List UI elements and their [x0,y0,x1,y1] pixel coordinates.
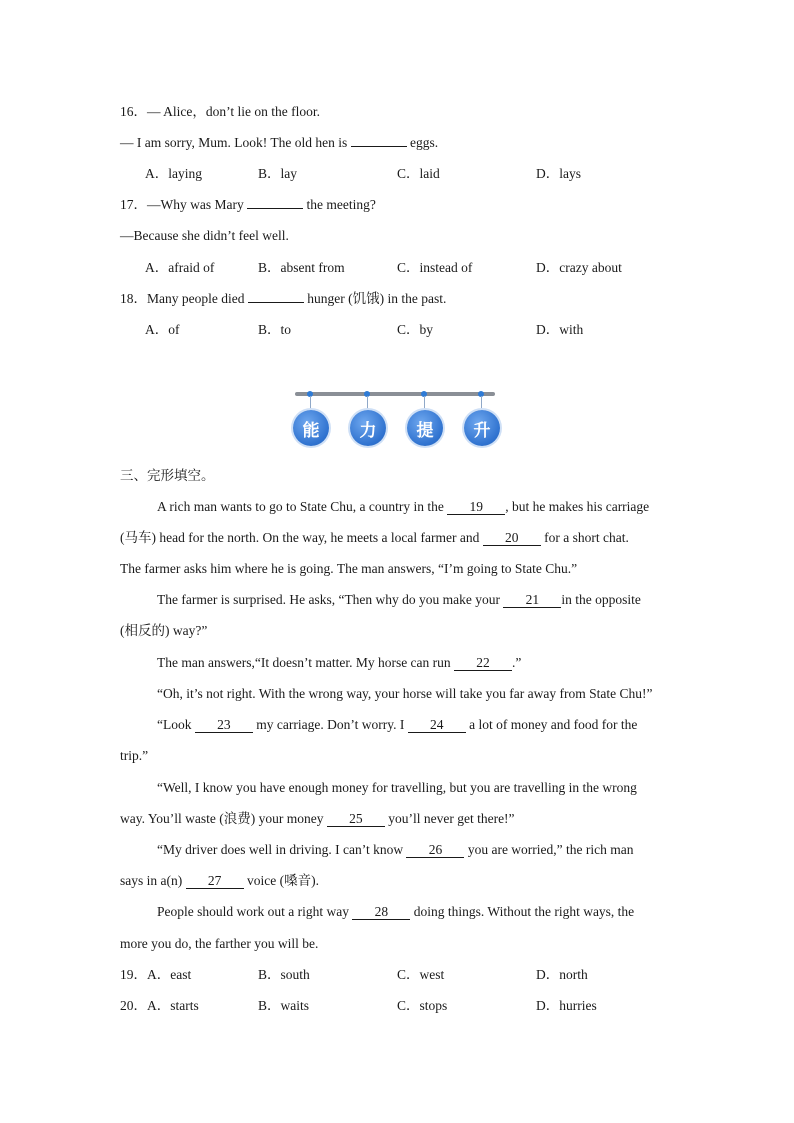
blank-22: 22 [454,655,512,671]
passage-text: The farmer is surprised. He asks, “Then why do you make your [157,592,504,607]
q20-option-b: B．waits [258,998,310,1013]
q17-option-b: B．absent from [258,260,345,275]
passage-text: “Look [157,717,195,732]
q18-stem [120,290,446,308]
q20-option-c: C．stops [397,998,448,1013]
passage-text: A rich man wants to go to State Chu, a country in the [157,499,448,514]
passage-text: “My driver does well in driving. I can’t know [157,842,407,857]
q16-blank [351,146,407,147]
passage-line [120,529,629,547]
blank-21: 21 [503,592,561,608]
banner-badge-4: 升 [464,410,500,446]
q19-option-a: 19．A．east [120,967,192,982]
passage-text: (马车) head for the north. On the way, he meets a local farmer and [120,530,483,545]
q17-dialogue: —Because she didn’t feel well. [120,228,289,243]
passage-text: voice (嗓音). [243,873,319,888]
q16-option-b: B．lay [258,166,297,181]
passage-line: The farmer asks him where he is going. The man answers, “I’m going to State Chu.” [120,561,578,576]
q19-option-d: D．north [536,967,588,982]
q16-option-c: C．laid [397,166,440,181]
passage-text: .” [512,655,522,670]
passage-text: you are worried,” the rich man [464,842,634,857]
q17-stem [120,196,376,214]
passage-text: my carriage. Don’t worry. I [252,717,408,732]
q19-option-c: C．west [397,967,445,982]
passage-line [120,872,319,890]
blank-20: 20 [483,530,541,546]
q20-option-a: 20．A．starts [120,998,199,1013]
passage-line [157,498,649,516]
banner-badge-1: 能 [293,410,329,446]
passage-line: trip.” [120,748,149,763]
blank-19: 19 [447,499,505,515]
q20-option-d: D．hurries [536,998,597,1013]
passage-text: People should work out a right way [157,904,353,919]
blank-25: 25 [327,811,385,827]
passage-line: (相反的) way?” [120,623,208,638]
q17-text-before-blank: 17．—Why was Mary [120,197,248,212]
passage-line [157,716,637,734]
blank-27: 27 [186,873,244,889]
q17-option-d: D．crazy about [536,260,622,275]
passage-line [157,903,634,921]
q18-text-after-blank: hunger (饥饿) in the past. [303,291,447,306]
q17-option-c: C．instead of [397,260,473,275]
q18-option-c: C．by [397,322,434,337]
q17-blank [247,208,303,209]
banner-stem [367,396,368,410]
passage-line [157,841,634,859]
passage-line: more you do, the farther you will be. [120,936,319,951]
passage-text: way. You’ll waste (浪费) your money [120,811,327,826]
q17-text-after-blank: the meeting? [303,197,376,212]
section-title: 三、完形填空。 [120,468,215,484]
q18-option-b: B．to [258,322,292,337]
passage-text: The man answers,“It doesn’t matter. My horse can run [157,655,455,670]
q19-option-b: B．south [258,967,310,982]
q18-option-d: D．with [536,322,584,337]
blank-23: 23 [195,717,253,733]
passage-line [120,810,515,828]
q18-text-before-blank: 18．Many people died [120,291,248,306]
passage-text: for a short chat. [540,530,629,545]
banner-badge-3: 提 [407,410,443,446]
blank-26: 26 [406,842,464,858]
q16-dialogue [120,134,438,152]
passage-text: a lot of money and food for the [465,717,638,732]
passage-text: doing things. Without the right ways, the [410,904,635,919]
passage-text: says in a(n) [120,873,186,888]
passage-text: , but he makes his carriage [505,499,650,514]
banner-stem [424,396,425,410]
banner-badge-2: 力 [350,410,386,446]
q18-option-a: A．of [145,322,180,337]
q16-text-before-blank: — I am sorry, Mum. Look! The old hen is [120,135,351,150]
q17-option-a: A．afraid of [145,260,215,275]
passage-text: in the opposite [561,592,641,607]
q16-option-a: A．laying [145,166,202,181]
passage-text: you’ll never get there!” [384,811,515,826]
passage-line [157,654,521,672]
blank-28: 28 [352,904,410,920]
banner-stem [481,396,482,410]
passage-line: “Oh, it’s not right. With the wrong way, your horse will take you far away from State Chu!” [157,686,653,701]
passage-line: “Well, I know you have enough money for travelling, but you are travelling in the wrong [157,780,637,795]
passage-line [157,591,641,609]
q16-option-d: D．lays [536,166,581,181]
q16-text-after-blank: eggs. [406,135,439,150]
q18-blank [248,302,304,303]
banner-stem [310,396,311,410]
blank-24: 24 [408,717,466,733]
banner-bar [295,392,495,396]
q16-stem: 16．— Alice，don’t lie on the floor. [120,104,320,119]
